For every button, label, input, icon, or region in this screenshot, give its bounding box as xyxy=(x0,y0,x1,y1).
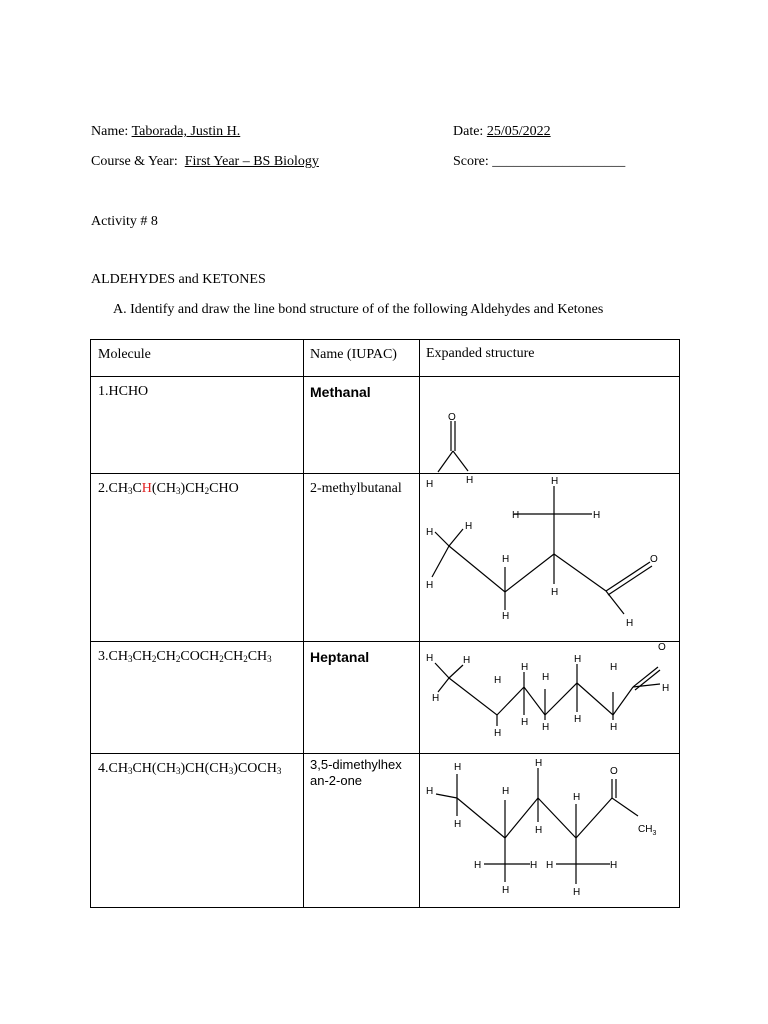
svg-text:O: O xyxy=(650,554,658,565)
svg-text:H: H xyxy=(454,819,462,830)
structure-cell xyxy=(420,474,680,642)
table-row xyxy=(91,474,680,642)
svg-text:H: H xyxy=(530,860,538,871)
svg-text:H: H xyxy=(535,825,543,836)
header-molecule: Molecule xyxy=(91,340,304,377)
score-value: ___________________ xyxy=(492,154,626,169)
compounds-table xyxy=(90,339,680,908)
svg-text:H: H xyxy=(502,611,510,622)
svg-text:H: H xyxy=(426,479,434,490)
svg-text:H: H xyxy=(426,653,434,664)
table-row xyxy=(91,754,680,908)
svg-text:H: H xyxy=(474,860,482,871)
svg-text:H: H xyxy=(502,885,510,896)
svg-text:H: H xyxy=(626,618,634,629)
svg-text:H: H xyxy=(574,654,582,665)
ch3-label: $CH_3$ xyxy=(638,824,657,837)
course-row xyxy=(91,154,319,170)
svg-text:H: H xyxy=(521,662,529,673)
svg-text:H: H xyxy=(546,860,554,871)
name-row xyxy=(91,124,240,140)
svg-text:H: H xyxy=(502,554,510,565)
section-title: ALDEHYDES and KETONES xyxy=(91,272,266,287)
svg-text:H: H xyxy=(512,510,520,521)
molecule-cell: $2.CH_3CH(CH_3)CH_2CHO$ xyxy=(91,474,304,642)
svg-text:H: H xyxy=(494,675,502,686)
svg-text:H: H xyxy=(551,587,559,598)
svg-text:H: H xyxy=(610,722,618,733)
molecule-cell: $4.CH_3CH(CH_3)CH(CH_3)COCH_3$ xyxy=(91,754,304,908)
svg-text:O: O xyxy=(448,412,456,423)
structure-cell xyxy=(420,754,680,908)
instruction-text: A. Identify and draw the line bond structure of of the following Aldehydes and Ketones xyxy=(113,302,604,317)
table-header-row xyxy=(91,340,680,377)
svg-text:H: H xyxy=(551,476,559,487)
course-label: Course & Year: xyxy=(91,154,178,169)
svg-text:H: H xyxy=(573,792,581,803)
table-row xyxy=(91,377,680,474)
heptanal-structure xyxy=(420,642,680,754)
score-row xyxy=(453,154,625,170)
score-label: Score: xyxy=(453,154,489,169)
molecule-cell: $3.CH_3CH_2CH_2COCH_2CH_2CH_3$ xyxy=(91,642,304,754)
svg-text:H: H xyxy=(466,475,474,486)
name-cell: Methanal xyxy=(304,377,420,474)
svg-text:H: H xyxy=(521,717,529,728)
table-row xyxy=(91,642,680,754)
date-value: 25/05/2022 xyxy=(486,124,551,139)
name-cell: 2-methylbutanal xyxy=(304,474,420,642)
svg-text:H: H xyxy=(535,758,543,769)
date-label: Date: xyxy=(453,124,484,139)
svg-text:H: H xyxy=(426,527,434,538)
svg-text:H: H xyxy=(542,722,550,733)
svg-text:O: O xyxy=(610,766,618,777)
name-cell: 3,5-dimethylhexan-2-one xyxy=(304,754,420,908)
header-structure: Expanded structure xyxy=(420,340,680,377)
structure-cell xyxy=(420,642,680,754)
svg-text:H: H xyxy=(454,762,462,773)
svg-text:H: H xyxy=(593,510,601,521)
svg-text:H: H xyxy=(502,786,510,797)
svg-text:H: H xyxy=(662,683,670,694)
name-cell: Heptanal xyxy=(304,642,420,754)
header-name: Name (IUPAC) xyxy=(304,340,420,377)
3-5-dimethylhexan-2-one-structure xyxy=(420,754,680,908)
svg-text:H: H xyxy=(465,521,473,532)
methanal-structure xyxy=(420,377,680,490)
activity-label: Activity # 8 xyxy=(91,214,158,229)
name-value: Taborada, Justin H. xyxy=(131,124,241,139)
name-label: Name: xyxy=(91,124,129,139)
svg-text:H: H xyxy=(542,672,550,683)
structure-cell xyxy=(420,377,680,490)
svg-text:H: H xyxy=(573,887,581,898)
course-value: First Year – BS Biology xyxy=(184,154,319,169)
svg-text:H: H xyxy=(610,662,618,673)
svg-text:H: H xyxy=(610,860,618,871)
svg-text:H: H xyxy=(463,655,471,666)
molecule-cell: 1.HCHO xyxy=(91,377,304,474)
svg-text:H: H xyxy=(494,728,502,739)
2-methylbutanal-structure xyxy=(420,474,680,642)
date-row xyxy=(453,124,551,140)
svg-text:H: H xyxy=(426,580,434,591)
svg-text:O: O xyxy=(658,642,666,653)
svg-text:H: H xyxy=(574,714,582,725)
svg-text:H: H xyxy=(426,786,434,797)
svg-text:H: H xyxy=(432,693,440,704)
